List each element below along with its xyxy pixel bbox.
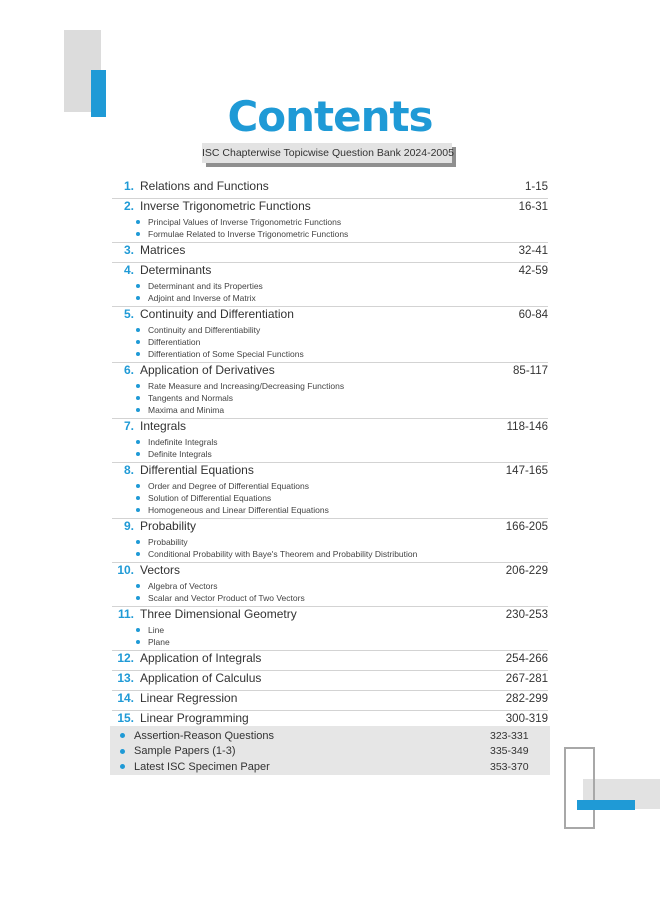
chapter-row — [112, 263, 548, 280]
subtopic-list — [112, 324, 548, 360]
subtopic-label: Scalar and Vector Product of Two Vectors — [148, 593, 305, 603]
subtopic-list — [112, 480, 548, 516]
chapter-title: Vectors — [140, 563, 181, 577]
chapter-title: Linear Regression — [140, 691, 238, 705]
subtopic-label: Solution of Differential Equations — [148, 493, 272, 503]
chapter-entry — [112, 691, 548, 711]
subtopic-item — [134, 592, 548, 604]
bullet-icon — [136, 640, 140, 644]
chapter-entry — [112, 519, 548, 563]
subtopic-item — [134, 392, 548, 404]
subtopic-list — [112, 536, 548, 560]
bullet-icon — [136, 508, 140, 512]
extra-section-row — [110, 728, 550, 744]
chapter-pages: 60-84 — [518, 309, 548, 321]
chapter-title: Integrals — [140, 419, 187, 433]
chapter-title: Application of Integrals — [140, 651, 262, 665]
chapter-row — [112, 607, 548, 624]
bullet-icon — [136, 408, 140, 412]
chapter-number: 1. — [123, 179, 134, 193]
additional-sections-panel — [110, 726, 550, 775]
bullet-icon — [136, 496, 140, 500]
chapter-title: Relations and Functions — [140, 179, 269, 193]
subtopic-item — [134, 548, 548, 560]
subtopic-label: Plane — [148, 637, 170, 647]
subtopic-item — [134, 436, 548, 448]
subtopic-list — [112, 380, 548, 416]
extra-section-row — [110, 744, 550, 760]
subtopic-item — [134, 228, 548, 240]
chapter-pages: 300-319 — [505, 713, 548, 725]
chapter-entry — [112, 607, 548, 651]
subtopic-label: Order and Degree of Differential Equations — [148, 481, 309, 491]
bullet-icon — [136, 352, 140, 356]
subtopic-item — [134, 404, 548, 416]
chapter-entry — [112, 419, 548, 463]
subtopic-label: Indefinite Integrals — [148, 437, 218, 447]
chapter-row — [112, 463, 548, 480]
chapter-number: 3. — [123, 243, 134, 257]
subtopic-item — [134, 292, 548, 304]
bullet-icon — [136, 596, 140, 600]
subtopic-item — [134, 448, 548, 460]
chapter-row — [112, 179, 548, 196]
bullet-icon — [136, 452, 140, 456]
bullet-icon — [136, 440, 140, 444]
extra-section-row — [110, 759, 550, 775]
chapter-title: Differential Equations — [140, 463, 254, 477]
chapter-title: Three Dimensional Geometry — [140, 607, 297, 621]
subtopic-label: Determinant and its Properties — [148, 281, 263, 291]
chapter-number: 9. — [123, 519, 134, 533]
subtopic-label: Rate Measure and Increasing/Decreasing Functions — [148, 381, 345, 391]
subtopic-item — [134, 216, 548, 228]
chapter-number: 10. — [117, 563, 134, 577]
bullet-icon — [136, 296, 140, 300]
subtopic-item — [134, 480, 548, 492]
subtopic-item — [134, 324, 548, 336]
chapter-row — [112, 419, 548, 436]
subtopic-label: Maxima and Minima — [148, 405, 225, 415]
bullet-icon — [136, 484, 140, 488]
bullet-icon — [136, 384, 140, 388]
subtitle-banner — [202, 143, 456, 167]
chapter-title: Application of Derivatives — [140, 363, 275, 377]
chapter-entry — [112, 199, 548, 243]
chapter-pages: 166-205 — [505, 521, 548, 533]
subtopic-label: Continuity and Differentiability — [148, 325, 261, 335]
bullet-icon — [136, 220, 140, 224]
bullet-icon — [136, 284, 140, 288]
bullet-icon — [136, 540, 140, 544]
bullet-icon — [136, 340, 140, 344]
subtopic-label: Line — [148, 625, 165, 635]
bullet-icon — [120, 749, 125, 754]
extra-section-pages: 323-331 — [490, 729, 529, 742]
chapter-pages: 1-15 — [524, 181, 548, 193]
decor-frame-bottom-right — [564, 747, 595, 829]
chapter-entry — [112, 651, 548, 671]
subtopic-label: Differentiation — [148, 337, 201, 347]
subtopic-label: Differentiation of Some Special Functions — [148, 349, 304, 359]
extra-section-pages: 335-349 — [490, 745, 529, 758]
chapter-title: Determinants — [140, 263, 212, 277]
subtopic-item — [134, 280, 548, 292]
subtopic-label: Homogeneous and Linear Differential Equations — [148, 505, 329, 515]
chapter-number: 12. — [117, 651, 134, 665]
chapter-row — [112, 671, 548, 688]
subtopic-list — [112, 624, 548, 648]
subtopic-label: Algebra of Vectors — [148, 581, 218, 591]
table-of-contents — [112, 179, 548, 730]
chapter-title: Continuity and Differentiation — [140, 307, 294, 321]
chapter-row — [112, 307, 548, 324]
chapter-title: Probability — [140, 519, 197, 533]
chapter-entry — [112, 307, 548, 363]
extra-section-pages: 353-370 — [490, 760, 529, 773]
chapter-title: Application of Calculus — [140, 671, 262, 685]
chapter-pages: 254-266 — [505, 653, 548, 665]
subtopic-item — [134, 504, 548, 516]
chapter-row — [112, 691, 548, 708]
subtopic-list — [112, 580, 548, 604]
subtopic-item — [134, 624, 548, 636]
chapter-entry — [112, 263, 548, 307]
chapter-row — [112, 563, 548, 580]
chapter-number: 15. — [117, 711, 134, 725]
chapter-entry — [112, 243, 548, 263]
chapter-title: Matrices — [140, 243, 186, 257]
subtopic-label: Probability — [148, 537, 188, 547]
chapter-number: 6. — [123, 363, 134, 377]
subtopic-item — [134, 492, 548, 504]
bullet-icon — [136, 584, 140, 588]
chapter-number: 4. — [123, 263, 134, 277]
subtopic-item — [134, 580, 548, 592]
chapter-number: 11. — [117, 607, 134, 621]
chapter-number: 5. — [123, 307, 134, 321]
subtopic-item — [134, 336, 548, 348]
extra-section-title: Latest ISC Specimen Paper — [134, 760, 270, 773]
chapter-title: Linear Programming — [140, 711, 249, 725]
extra-section-title: Assertion-Reason Questions — [134, 729, 275, 742]
chapter-pages: 16-31 — [518, 201, 548, 213]
chapter-entry — [112, 671, 548, 691]
chapter-number: 14. — [117, 691, 134, 705]
chapter-entry — [112, 179, 548, 199]
subtopic-item — [134, 636, 548, 648]
chapter-title: Inverse Trigonometric Functions — [140, 199, 311, 213]
chapter-pages: 206-229 — [505, 565, 548, 577]
bullet-icon — [136, 328, 140, 332]
chapter-row — [112, 651, 548, 668]
extra-section-title: Sample Papers (1-3) — [134, 745, 236, 758]
chapter-row — [112, 363, 548, 380]
bullet-icon — [136, 552, 140, 556]
subtopic-list — [112, 436, 548, 460]
chapter-row — [112, 519, 548, 536]
subtopic-label: Adjoint and Inverse of Matrix — [148, 293, 256, 303]
chapter-entry — [112, 363, 548, 419]
chapter-pages: 282-299 — [505, 693, 548, 705]
chapter-pages: 118-146 — [506, 421, 548, 433]
bullet-icon — [120, 733, 125, 738]
decor-blue-bar-bottom-right — [577, 800, 635, 810]
chapter-number: 13. — [117, 671, 134, 685]
subtopic-label: Conditional Probability with Baye's Theorem and Probability Distribution — [148, 549, 418, 559]
bullet-icon — [136, 396, 140, 400]
subtopic-list — [112, 216, 548, 240]
chapter-pages: 42-59 — [518, 265, 548, 277]
subtopic-label: Principal Values of Inverse Trigonometric Functions — [148, 217, 342, 227]
page-title: Contents — [227, 92, 433, 141]
chapter-number: 2. — [123, 199, 134, 213]
chapter-entry — [112, 463, 548, 519]
subtopic-label: Tangents and Normals — [148, 393, 234, 403]
subtopic-item — [134, 348, 548, 360]
subtopic-item — [134, 380, 548, 392]
chapter-pages: 147-165 — [505, 465, 548, 477]
subtopic-list — [112, 280, 548, 304]
subtopic-item — [134, 536, 548, 548]
chapter-number: 7. — [123, 419, 134, 433]
bullet-icon — [136, 628, 140, 632]
subtopic-label: Definite Integrals — [148, 449, 212, 459]
chapter-row — [112, 199, 548, 216]
bullet-icon — [136, 232, 140, 236]
chapter-entry — [112, 563, 548, 607]
chapter-row — [112, 243, 548, 260]
bullet-icon — [120, 764, 125, 769]
chapter-pages: 230-253 — [505, 609, 548, 621]
chapter-pages: 32-41 — [518, 245, 548, 257]
chapter-number: 8. — [123, 463, 134, 477]
subtopic-label: Formulae Related to Inverse Trigonometric Functions — [148, 229, 349, 239]
chapter-pages: 85-117 — [513, 365, 548, 377]
subtitle-text: ISC Chapterwise Topicwise Question Bank 2024-2005 — [202, 143, 452, 163]
chapter-pages: 267-281 — [505, 673, 548, 685]
